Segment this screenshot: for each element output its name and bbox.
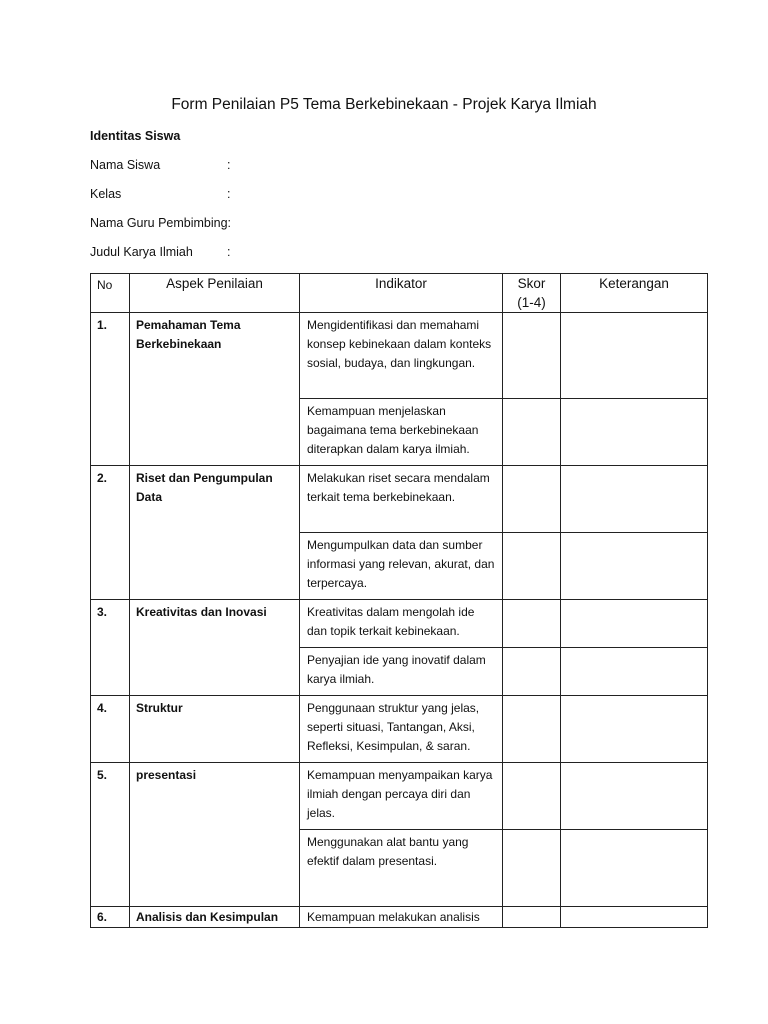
table-row: [91, 313, 708, 399]
skor-cell[interactable]: [503, 533, 561, 600]
field-nama-guru: [90, 214, 231, 232]
field-colon: :: [227, 187, 231, 201]
keterangan-cell[interactable]: [561, 696, 708, 763]
keterangan-cell[interactable]: [561, 648, 708, 696]
skor-cell[interactable]: [503, 313, 561, 399]
row-aspek: Riset dan Pengumpulan Data: [130, 466, 300, 600]
skor-cell[interactable]: [503, 600, 561, 648]
keterangan-cell[interactable]: [561, 763, 708, 830]
row-number: 1.: [91, 313, 130, 466]
row-indikator: Penyajian ide yang inovatif dalam karya ilmiah.: [300, 648, 503, 696]
keterangan-cell[interactable]: [561, 313, 708, 399]
assessment-table: [90, 273, 708, 928]
skor-cell[interactable]: [503, 907, 561, 928]
skor-cell[interactable]: [503, 830, 561, 907]
header-skor: [503, 274, 561, 313]
skor-cell[interactable]: [503, 696, 561, 763]
row-number: 2.: [91, 466, 130, 600]
keterangan-cell[interactable]: [561, 600, 708, 648]
row-indikator: Penggunaan struktur yang jelas, seperti situasi, Tantangan, Aksi, Refleksi, Kesimpulan, & saran.: [300, 696, 503, 763]
table-row: [91, 466, 708, 533]
row-indikator: Kemampuan melakukan analisis: [300, 907, 503, 928]
row-aspek: Kreativitas dan Inovasi: [130, 600, 300, 696]
row-number: 6.: [91, 907, 130, 928]
row-indikator: Melakukan riset secara mendalam terkait tema berkebinekaan.: [300, 466, 503, 533]
keterangan-cell[interactable]: [561, 533, 708, 600]
document-title: Form Penilaian P5 Tema Berkebinekaan - Projek Karya Ilmiah: [171, 96, 597, 113]
table-row: [91, 763, 708, 830]
row-indikator: Mengumpulkan data dan sumber informasi yang relevan, akurat, dan terpercaya.: [300, 533, 503, 600]
row-indikator: Menggunakan alat bantu yang efektif dalam presentasi.: [300, 830, 503, 907]
row-number: 3.: [91, 600, 130, 696]
table-row: [91, 907, 708, 928]
row-indikator: Kemampuan menyampaikan karya ilmiah dengan percaya diri dan jelas.: [300, 763, 503, 830]
keterangan-cell[interactable]: [561, 907, 708, 928]
table-header-row: [91, 274, 708, 313]
header-aspek: Aspek Penilaian: [130, 274, 300, 313]
identity-heading: Identitas Siswa: [90, 129, 181, 143]
header-keterangan: Keterangan: [561, 274, 708, 313]
skor-cell[interactable]: [503, 466, 561, 533]
header-skor-line2: (1-4): [517, 295, 546, 310]
field-nama-siswa: [90, 156, 230, 174]
header-indikator: Indikator: [300, 274, 503, 313]
row-aspek: Pemahaman Tema Berkebinekaan: [130, 313, 300, 466]
header-no: No: [91, 274, 130, 313]
keterangan-cell[interactable]: [561, 830, 708, 907]
field-label: Nama Guru Pembimbing:: [90, 216, 232, 230]
row-number: 4.: [91, 696, 130, 763]
field-label: Judul Karya Ilmiah: [90, 245, 193, 259]
row-aspek: Struktur: [130, 696, 300, 763]
field-judul-karya: [90, 243, 230, 261]
row-indikator: Kreativitas dalam mengolah ide dan topik terkait kebinekaan.: [300, 600, 503, 648]
table-row: [91, 696, 708, 763]
table-row: [91, 600, 708, 648]
keterangan-cell[interactable]: [561, 466, 708, 533]
field-kelas: [90, 185, 230, 203]
row-aspek: Analisis dan Kesimpulan: [130, 907, 300, 928]
keterangan-cell[interactable]: [561, 399, 708, 466]
field-colon: :: [227, 245, 231, 259]
row-indikator: Mengidentifikasi dan memahami konsep kebinekaan dalam konteks sosial, budaya, dan lingkungan.: [300, 313, 503, 399]
header-skor-line1: Skor: [517, 276, 546, 291]
row-indikator: Kemampuan menjelaskan bagaimana tema berkebinekaan diterapkan dalam karya ilmiah.: [300, 399, 503, 466]
skor-cell[interactable]: [503, 399, 561, 466]
row-number: 5.: [91, 763, 130, 907]
field-label: Kelas: [90, 187, 122, 201]
row-aspek: presentasi: [130, 763, 300, 907]
field-colon: :: [227, 158, 231, 172]
skor-cell[interactable]: [503, 763, 561, 830]
skor-cell[interactable]: [503, 648, 561, 696]
field-label: Nama Siswa: [90, 158, 161, 172]
